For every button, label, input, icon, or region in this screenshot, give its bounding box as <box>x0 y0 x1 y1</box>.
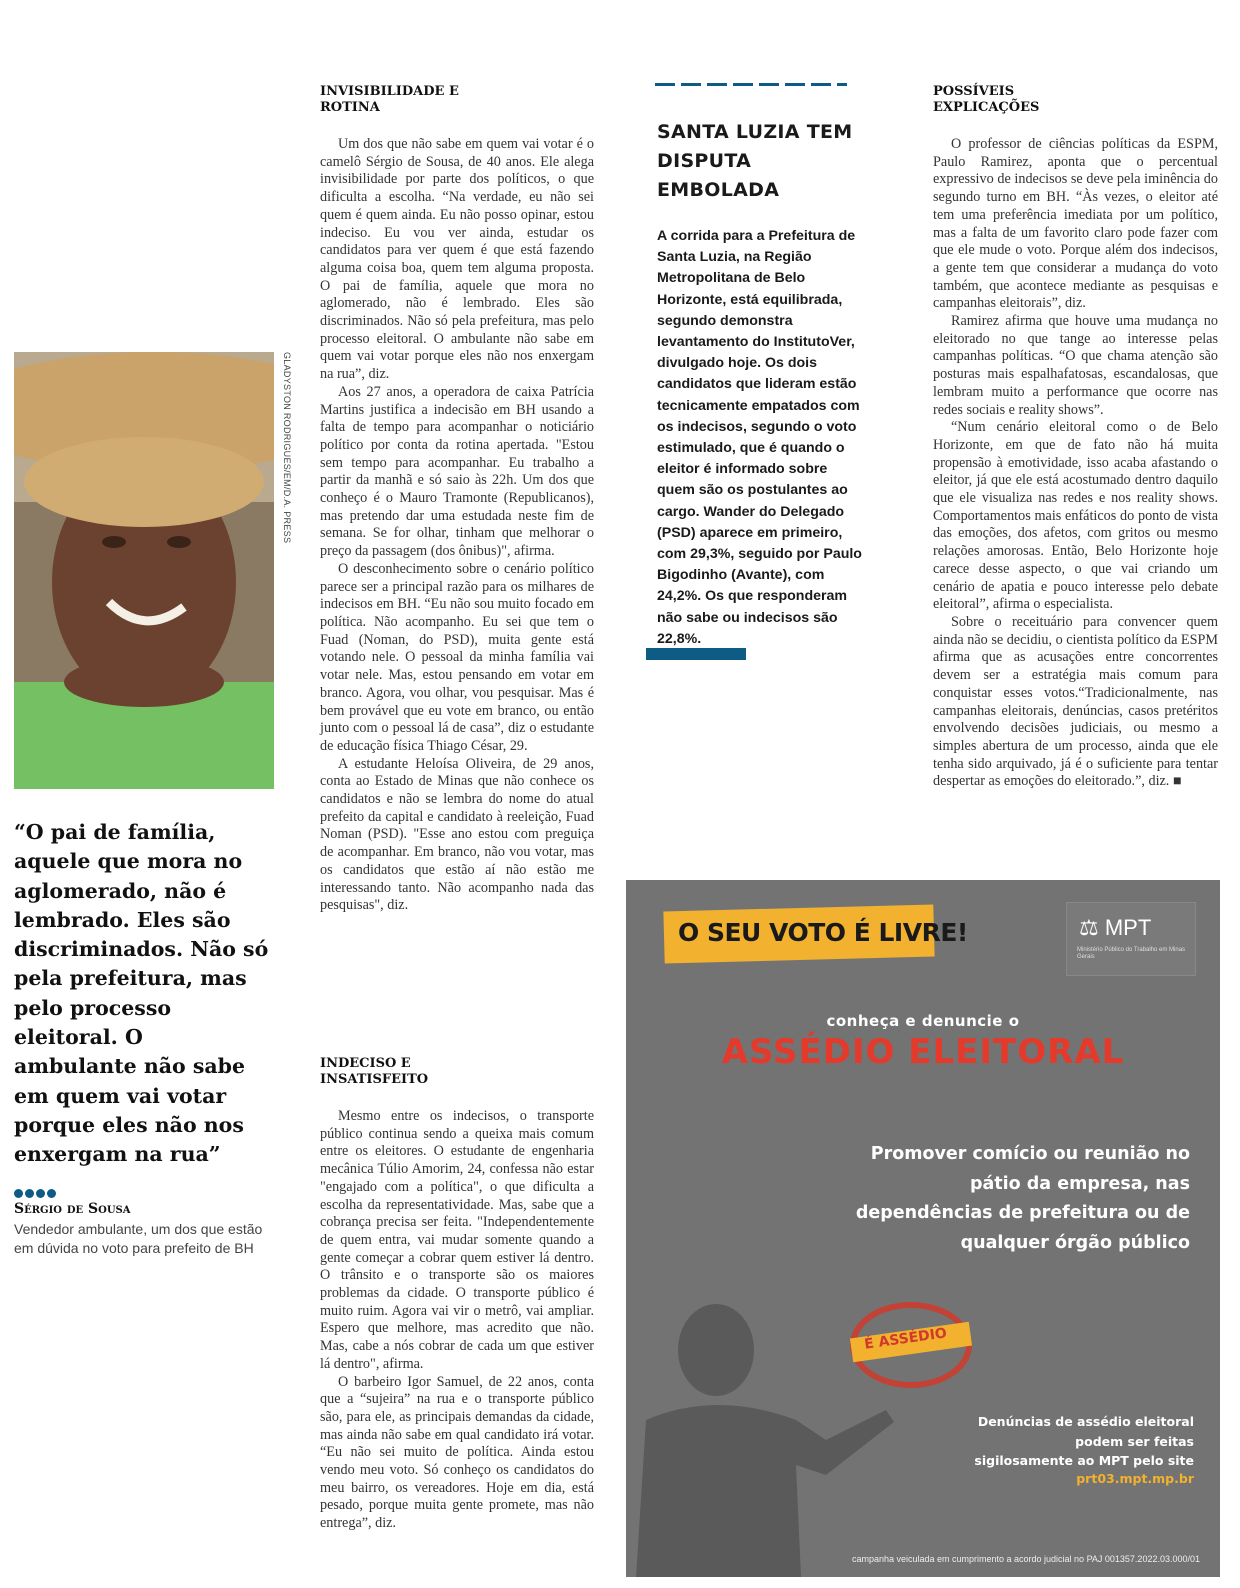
box-title: SANTA LUZIA TEM DISPUTA EMBOLADA <box>657 121 853 201</box>
paragraph: Mesmo entre os indecisos, o transporte público continua sendo a queixa mais comum entre os eleitores. O estudante de engenharia mecânica Túlio Amorim, 24, confessa não estar "engajado com a política", o que dificulta a escolha da representatividade. Mas, sabe que a cobrança precisa ser feita. "Independentemente de quem entra, vai mudar somente quando a gente começar a cobrar quem estiver lá dentro. O trânsito e o transporte são os maiores problemas da cidade. O transporte público é muito ruim. Agora vai vir o metrô, vai ampliar. Espero que melhore, mas acredito que não. Mas, cabe a nós cobrar de cada um que estiver lá dentro", afirma. <box>320 1108 594 1372</box>
stamp-text: É ASSÉDIO <box>863 1325 948 1353</box>
photo-credit: GLADYSTON RODRIGUES/EM/D.A. PRESS <box>282 352 292 544</box>
paragraph: O barbeiro Igor Samuel, de 22 anos, conta que a “sujeira” na rua e o transporte público são, para ele, as principais demandas da cidade, mas ainda não sabe em qual candidato irá votar. “Eu não sei muito de política. Ainda estou vendo meu voto. Só conheço os candidatos do meu bairro, os vereadores. Hoje em dia, está pesado, porque muita gente promete, mas não entrega”, diz. <box>320 1373 594 1532</box>
paragraph: Ramirez afirma que houve uma mudança no eleitorado no que tange ao interesse pelas campanhas políticas. “O que chama atenção são posturas mais espalhafatosas, escandalosas, que lembram muito a performance que ocorre nas redes sociais e reality shows”. <box>933 313 1218 418</box>
ad-promo-text: Promover comício ou reunião no pátio da empresa, nas dependências de prefeitura ou de qualquer órgão público <box>855 1144 1190 1253</box>
ad-headline: ASSÉDIO ELEITORAL <box>721 1032 1125 1072</box>
article-column-2a <box>320 136 594 915</box>
article-column-4 <box>933 136 1218 791</box>
vendor-portrait-illustration <box>14 352 274 789</box>
paragraph: A estudante Heloísa Oliveira, de 29 anos, conta ao Estado de Minas que não conhece os candidatos e não se lembra do nome do atual prefeito da capital e candidato à reeleição, Fuad Noman (PSD). "Esse ano estou com preguiça de acompanhar. Em branco, não vou votar, mas os candidatos que estão aí não estão me interessando tanto. Não acompanho nada das pesquisas", diz. <box>320 755 594 914</box>
mpt-logo-box <box>1066 902 1196 976</box>
mpt-logo: ⚖ MPT <box>1079 915 1152 940</box>
paragraph: “Num cenário eleitoral como o de Belo Horizonte, em que de fato não há muita propensão à emotividade, isso acaba afastando o eleitor, já que ele está acostumado dentro daquilo que ele visualiza nas redes e nos reality shows. Comportamentos mais enfáticos do ponto de vista das emoções, dos afetos, com gritos ou mesmo relações amorosas. Então, Belo Horizonte hoje carece desse aspecto, o que vai criando um cenário de apatia e pouco interesse pelo debate eleitoral”, afirma o especialista. <box>933 419 1218 613</box>
mpt-advertisement <box>626 880 1220 1577</box>
paragraph: Aos 27 anos, a operadora de caixa Patrícia Martins justifica a indecisão em BH usando a falta de tempo para acompanhar o noticiário político por conta da rotina apertada. "Estou sem tempo para acompanhar. Eu trabalho a partir da manhã e só saio às 22h. Um dos que conheço é o Mauro Tramonte (Republicanos), mas pretendo dar uma estudada neste fim de semana. Se for olhar, tinham que melhorar o preço da passagem (dos ônibus)", afirma. <box>320 383 594 560</box>
quote-author-name: Sérgio de Sousa <box>14 1201 131 1217</box>
ad-site-link[interactable]: prt03.mpt.mp.br <box>1076 1471 1194 1486</box>
ad-kicker: conheça e denuncie o <box>826 1012 1020 1030</box>
section-heading-indeciso: INDECISO E INSATISFEITO <box>320 1056 429 1087</box>
box-bottom-rule <box>646 648 746 660</box>
section-heading-invisibilidade: INVISIBILIDADE E ROTINA <box>320 84 459 115</box>
paragraph: Um dos que não sabe em quem vai votar é o camelô Sérgio de Sousa, de 40 anos. Ele alega invisibilidade por parte dos políticos, o que dificulta a escolha. “Na verdade, eu não sei quem é quem ainda. Eu não posso opinar, estou indeciso. Eu vou ver ainda, estudar os candidatos para ver quem é que está fazendo alguma coisa boa, quem tem alguma proposta. O pai de família, aquele que mora no aglomerado, não é lembrado. Eles são discriminados. Não só pela prefeitura, mas pelo processo eleitoral. O ambulante não sabe em quem vai votar porque eles não nos enxergam na rua”, diz. <box>320 136 594 383</box>
mpt-logo-subtitle: Ministério Público do Trabalho em Minas Gerais <box>1077 947 1186 960</box>
paragraph: O professor de ciências políticas da ESPM, Paulo Ramirez, aponta que o percentual expressivo de indecisos se deve pela iminência do segundo turno em BH. “Às vezes, o eleitor até tem uma preferência imediata por um político, mas a falta de um favorito claro pode fazer com que ele mude o voto. Porque além dos indecisos, a gente tem que considerar a mudança do voto também, que acontece mediante as pesquisas e campanhas eleitorais”, diz. <box>933 136 1218 312</box>
assedio-stamp <box>846 1300 976 1390</box>
paragraph: O desconhecimento sobre o cenário político parece ser a principal razão para os milhares de indecisos em BH. “Eu não sou muito focado em política. Não acompanho. Eu sei que tem o Fuad (Noman, do PSD), muita gente está votando nele. O pessoal da minha família vai votar nele. Mas, estou pensando em votar em branco. Agora, vou olhar, vou pesquisar. Mas é bem provável que eu vote em branco, ou então junto com o pessoal lá de casa”, diz o estudante de educação física Thiago César, 29. <box>320 560 594 754</box>
ad-footer: campanha veiculada em cumprimento a acordo judicial no PAJ 001357.2022.03.000/01 <box>851 1554 1200 1564</box>
box-body: A corrida para a Prefeitura de Santa Luzia, na Região Metropolitana de Belo Horizonte, está equilibrada, segundo demonstra levantamento do InstitutoVer, divulgado hoje. Os dois candidatos que lideram estão tecnicamente empatados com os indecisos, segundo o voto estimulado, que é quando o eleitor é informado sobre quem são os postulantes ao cargo. Wander do Delegado (PSD) aparece em primeiro, com 29,3%, seguido por Paulo Bigodinho (Avante), com 24,2%. Os que responderam não sabe ou indecisos são 22,8%. <box>657 228 862 647</box>
ad-denuncia-text: Denúncias de assédio eleitoral podem ser feitas sigilosamente ao MPT pelo site <box>974 1414 1194 1468</box>
article-column-2b <box>320 1108 594 1533</box>
paragraph: Sobre o receituário para convencer quem ainda não se decidiu, o cientista político da ESPM afirma que as acusações entre concorrentes devem ser a estratégia mais comum para conquistar esses votos.“Tradicionalmente, nas campanhas eleitorais, denúncias, casos pretéritos envolvendo decisões judiciais, ou mesmo a simples abertura de um processo, ainda que ele tenha sido arquivado, já é o suficiente para tentar despertar as emoções do eleitorado.”, diz. ■ <box>933 613 1218 790</box>
ad-slogan: O SEU VOTO É LIVRE! <box>678 918 968 947</box>
box-top-rule <box>655 83 847 86</box>
quote-author-description: Vendedor ambulante, um dos que estão em dúvida no voto para prefeito de BH <box>14 1221 263 1256</box>
pull-quote: “O pai de família, aquele que mora no aglomerado, não é lembrado. Eles são discriminados. Não só pela prefeitura, mas pelo processo eleitoral. O ambulante não sabe em quem vai votar porque eles não nos enxergam na rua” <box>14 820 269 1167</box>
vendor-photo <box>14 352 274 789</box>
quote-dots-ornament <box>14 1183 74 1195</box>
section-heading-possiveis: POSSÍVEIS EXPLICAÇÕES <box>933 84 1040 115</box>
mpt-logo-text: MPT <box>1104 915 1152 940</box>
